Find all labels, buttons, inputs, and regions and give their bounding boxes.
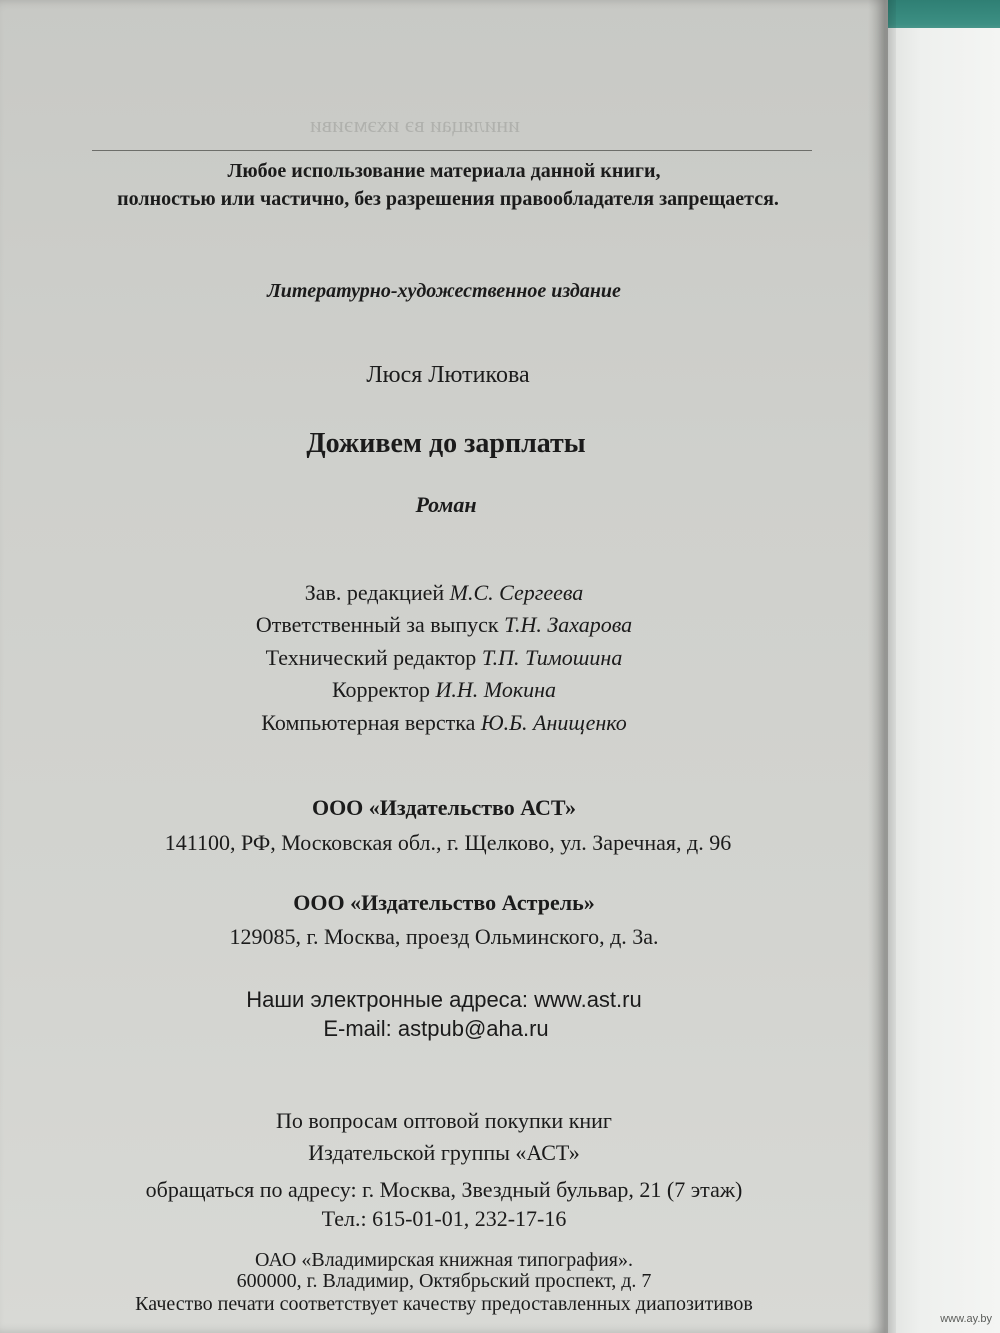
credit-line: Технический редактор Т.П. Тимошина [265, 645, 623, 670]
credit-line: Ответственный за выпуск Т.Н. Захарова [255, 612, 633, 637]
publisher-name: ООО «Издательство АСТ» [311, 795, 577, 820]
wholesale-line: Издательской группы «АСТ» [308, 1140, 580, 1165]
top-rule [92, 150, 812, 151]
website-line: Наши электронные адреса: www.ast.ru [246, 987, 642, 1012]
email-line: E-mail: astpub@aha.ru [323, 1016, 549, 1041]
publisher-address: 129085, г. Москва, проезд Ольминского, д. 3а. [229, 924, 659, 949]
wholesale-line: По вопросам оптовой покупки книг [276, 1108, 612, 1133]
credit-line: Компьютерная верстка Ю.Б. Анищенко [261, 710, 627, 735]
printer-line: 600000, г. Владимир, Октябрьский проспект, д. 7 [236, 1270, 652, 1292]
publisher-address: 141100, РФ, Московская обл., г. Щелково, ул. Заречная, д. 96 [164, 830, 732, 855]
edition-type: Литературно-художественное издание [267, 280, 621, 302]
publisher-name: ООО «Издательство Астрель» [293, 890, 595, 915]
spine-shadow [868, 0, 896, 1333]
copyright-line-1: Любое использование материала данной книги, [227, 160, 661, 182]
copyright-line-2: полностью или частично, без разрешения правообладателя запрещается. [117, 188, 779, 210]
phone-line: Тел.: 615-01-01, 232-17-16 [321, 1206, 567, 1231]
site-watermark: www.ay.by [940, 1313, 992, 1325]
genre-label: Роман [415, 492, 477, 517]
printer-line: ОАО «Владимирская книжная типография». [255, 1249, 633, 1271]
credit-line: Корректор И.Н. Мокина [331, 677, 557, 702]
book-title: Доживем до зарплаты [306, 428, 586, 459]
printer-line: Качество печати соответствует качеству предоставленных диапозитивов [135, 1293, 753, 1315]
author-name: Люся Лютикова [366, 362, 530, 388]
wholesale-line: обращаться по адресу: г. Москва, Звездный бульвар, 21 (7 этаж) [145, 1177, 743, 1202]
bleed-through-text: иниляцаи вэ ихэмэиви [310, 112, 520, 137]
credit-line: Зав. редакцией М.С. Сергеева [304, 580, 584, 605]
